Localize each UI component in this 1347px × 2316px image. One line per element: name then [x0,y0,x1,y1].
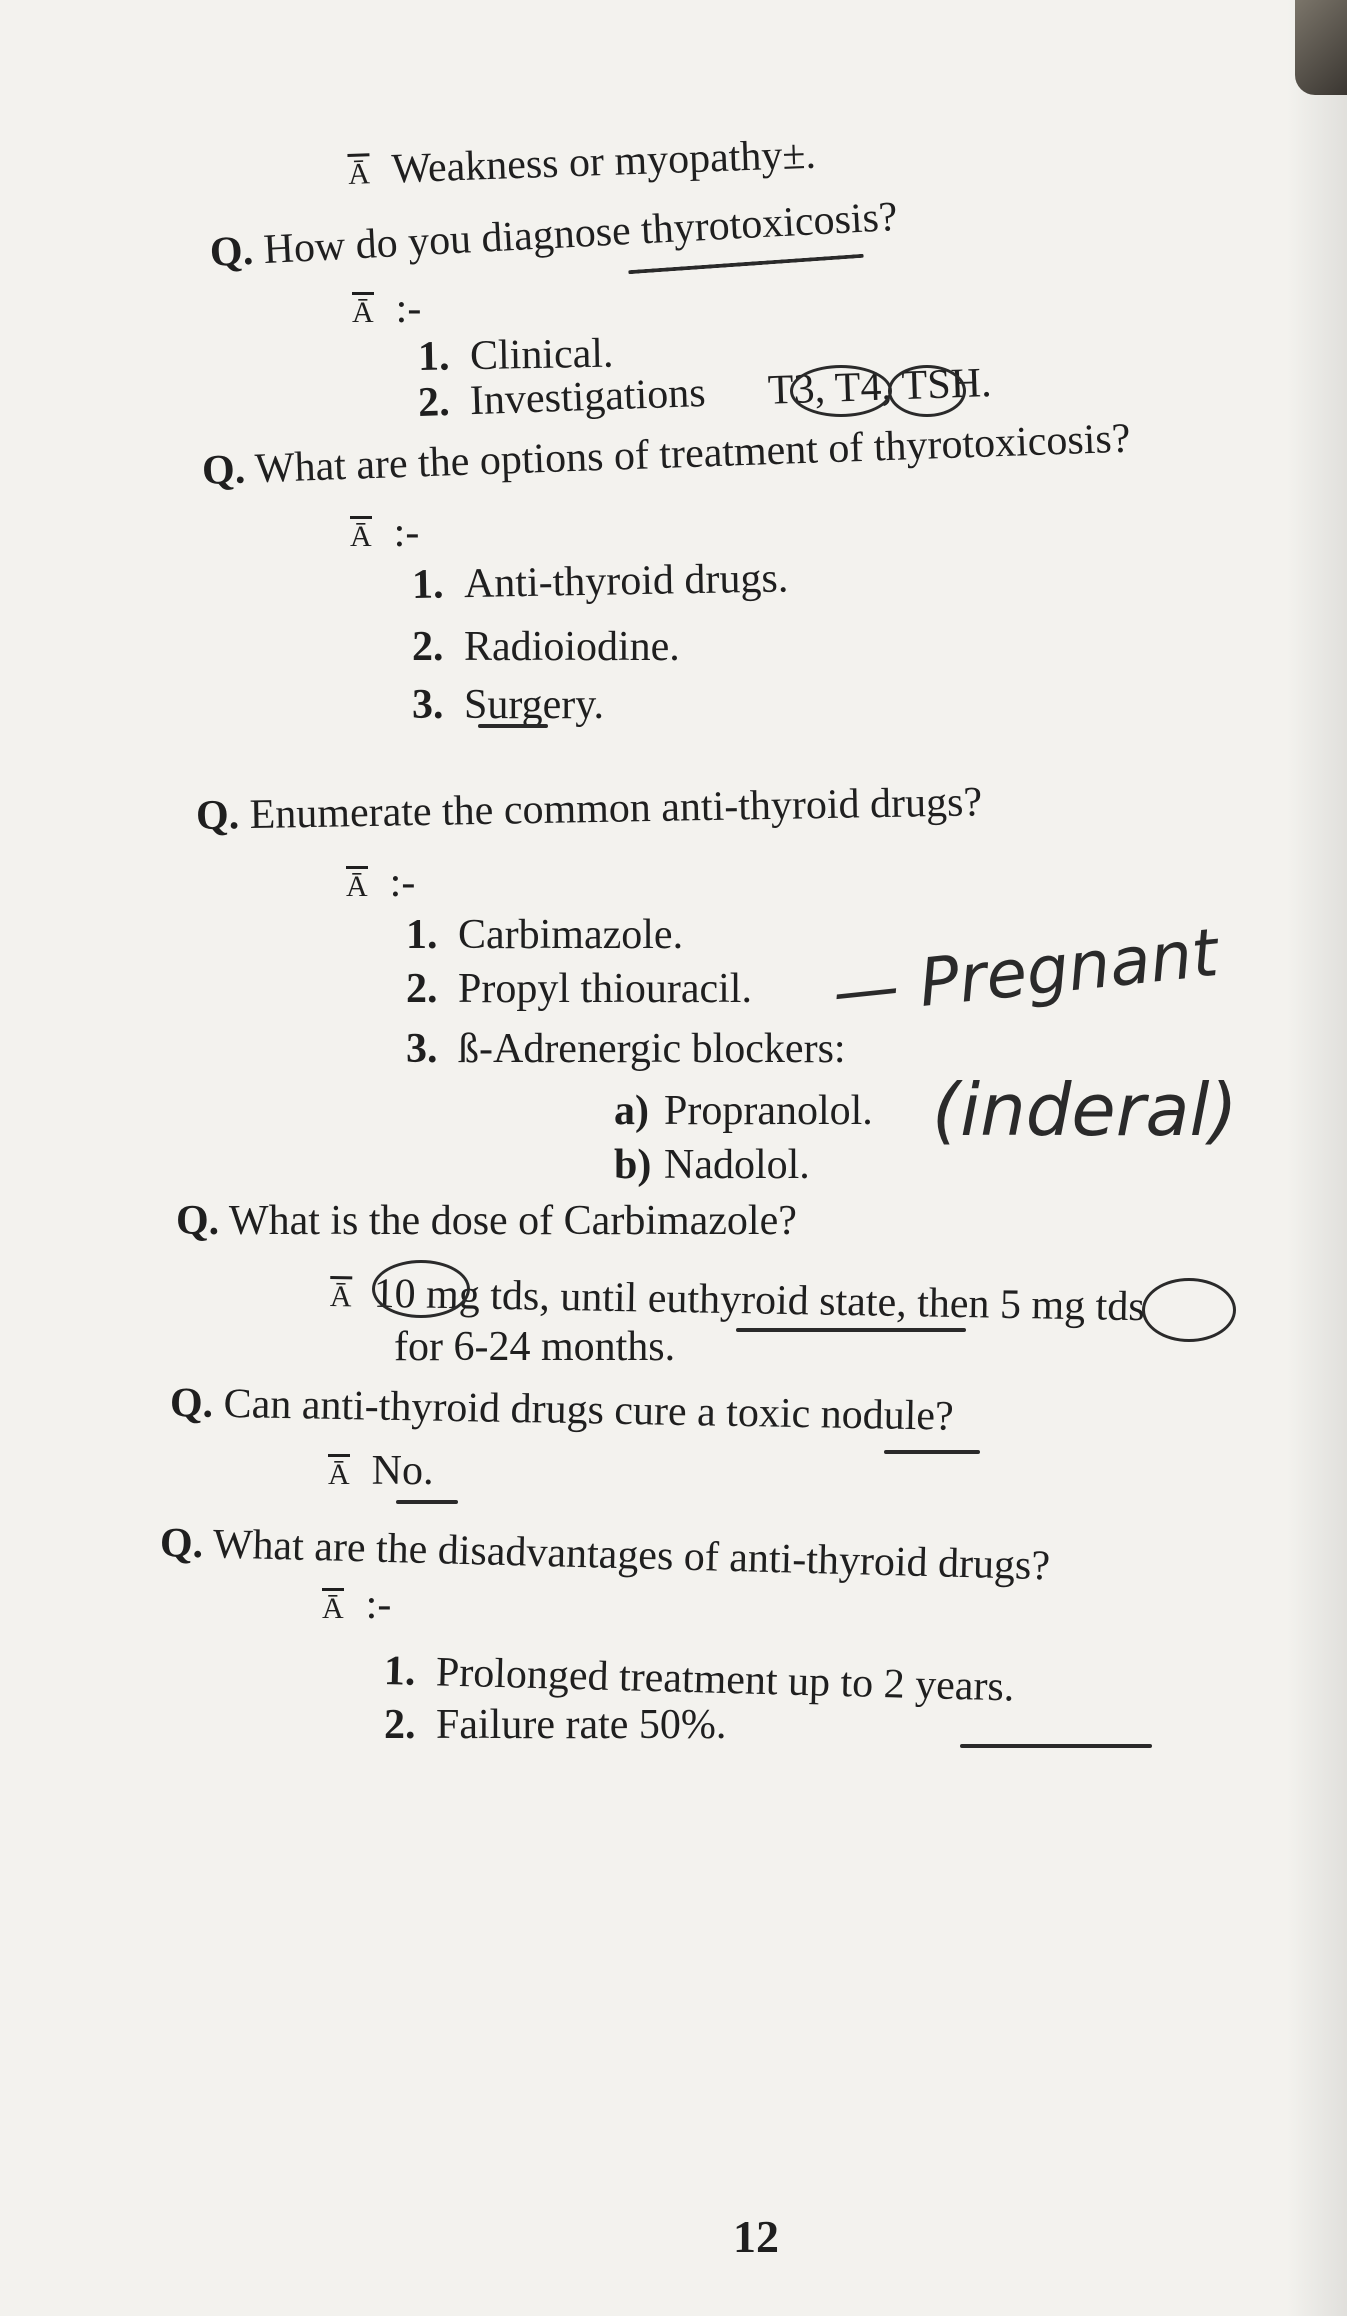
answer-text: :- [395,286,422,332]
list-item [417,330,614,380]
answer-text: :- [389,860,416,906]
answer-marker: Ā [350,520,372,553]
pen-underline [478,724,548,728]
question-label: Q. [195,792,240,839]
item-number: 1. [383,1648,417,1695]
item-extra-text: T3, T4, TSH. [767,359,993,414]
answer-line [350,512,419,554]
list-item [406,1028,846,1070]
item-text: Prolonged treatment up to 2 years. [435,1649,1015,1711]
handwritten-note-inderal: (inderal) [932,1068,1238,1152]
answer-marker: Ā [352,296,374,329]
list-item [412,626,680,668]
answer-text: Weakness or myopathy±. [390,131,817,193]
item-number: 2. [412,624,444,670]
question-label: Q. [208,227,255,276]
pen-underline [396,1500,458,1504]
item-text: Nadolol. [664,1142,810,1188]
pen-circle [1142,1278,1236,1342]
answer-marker: Ā [322,1592,344,1625]
question-label: Q. [169,1380,214,1427]
list-item [383,1648,1015,1711]
pen-underline [736,1328,966,1332]
list-item [384,1704,726,1746]
answer-marker: Ā [328,1458,350,1491]
item-number: 1. [411,561,444,608]
list-item [406,914,683,956]
item-text: Radioiodine. [464,624,680,670]
item-number: 2. [417,378,451,426]
list-item [614,1144,810,1186]
answer-marker: Ā [329,1280,352,1314]
question-line [170,1382,954,1438]
question-text: What are the options of treatment of thyrotoxicosis? [254,415,1132,493]
item-number: 2. [384,1702,416,1748]
question-text: How do you diagnose thyrotoxicosis? [262,194,899,274]
question-line [176,1200,797,1242]
item-letter: a) [614,1088,649,1134]
item-text: Clinical. [469,330,614,380]
question-line [201,415,1132,494]
answer-text: for 6-24 months. [394,1324,676,1370]
answer-line [394,1326,675,1368]
answer-line [346,862,415,904]
answer-text: 10 mg tds, until euthyroid state, then 5 mg tds [373,1270,1146,1331]
list-item [406,968,752,1010]
question-line [196,781,983,837]
pen-underline [960,1744,1152,1748]
answer-line [322,1584,391,1626]
question-label: Q. [201,446,246,494]
question-text: Can anti-thyroid drugs cure a toxic nodule? [223,1380,955,1440]
item-number: 1. [406,912,438,958]
pen-underline [884,1450,980,1454]
item-number: 2. [406,966,438,1012]
list-item [412,557,789,606]
answer-line [347,131,817,193]
item-text: ß-Adrenergic blockers: [458,1026,846,1072]
pen-circle [790,365,892,417]
item-text: Carbimazole. [458,912,684,958]
pen-circle [372,1260,470,1318]
item-text: Anti-thyroid drugs. [463,555,789,608]
page-corner-shadow [1295,0,1347,95]
answer-text: No. [371,1448,434,1494]
list-item [412,684,604,726]
answer-line [352,288,421,330]
page-number: 12 [733,2211,779,2262]
item-number: 3. [412,682,444,728]
question-text: What are the disadvantages of anti-thyroid drugs? [212,1521,1051,1590]
item-letter: b) [614,1142,652,1188]
item-number: 1. [417,333,450,380]
page-edge-shadow [1287,0,1347,2316]
question-text: Enumerate the common anti-thyroid drugs? [249,779,983,839]
question-label: Q. [159,1520,204,1568]
answer-line [328,1450,434,1492]
question-text: What is the dose of Carbimazole? [228,1198,797,1244]
handwritten-note-pregnant: — Pregnant [829,914,1222,1031]
item-text: Propranolol. [664,1088,873,1134]
item-text: Investigations [469,369,707,425]
item-text: Surgery. [464,682,604,728]
question-label: Q. [176,1198,220,1244]
item-number: 3. [406,1026,438,1072]
answer-text: :- [393,510,420,556]
pen-circle [888,365,966,417]
list-item [614,1090,873,1132]
answer-marker: Ā [346,870,368,903]
question-line [159,1520,1051,1590]
answer-text: :- [365,1582,392,1628]
answer-marker: Ā [347,157,371,191]
pen-underline [628,254,864,274]
item-text: Failure rate 50%. [436,1702,727,1748]
item-text: Propyl thiouracil. [458,966,752,1012]
